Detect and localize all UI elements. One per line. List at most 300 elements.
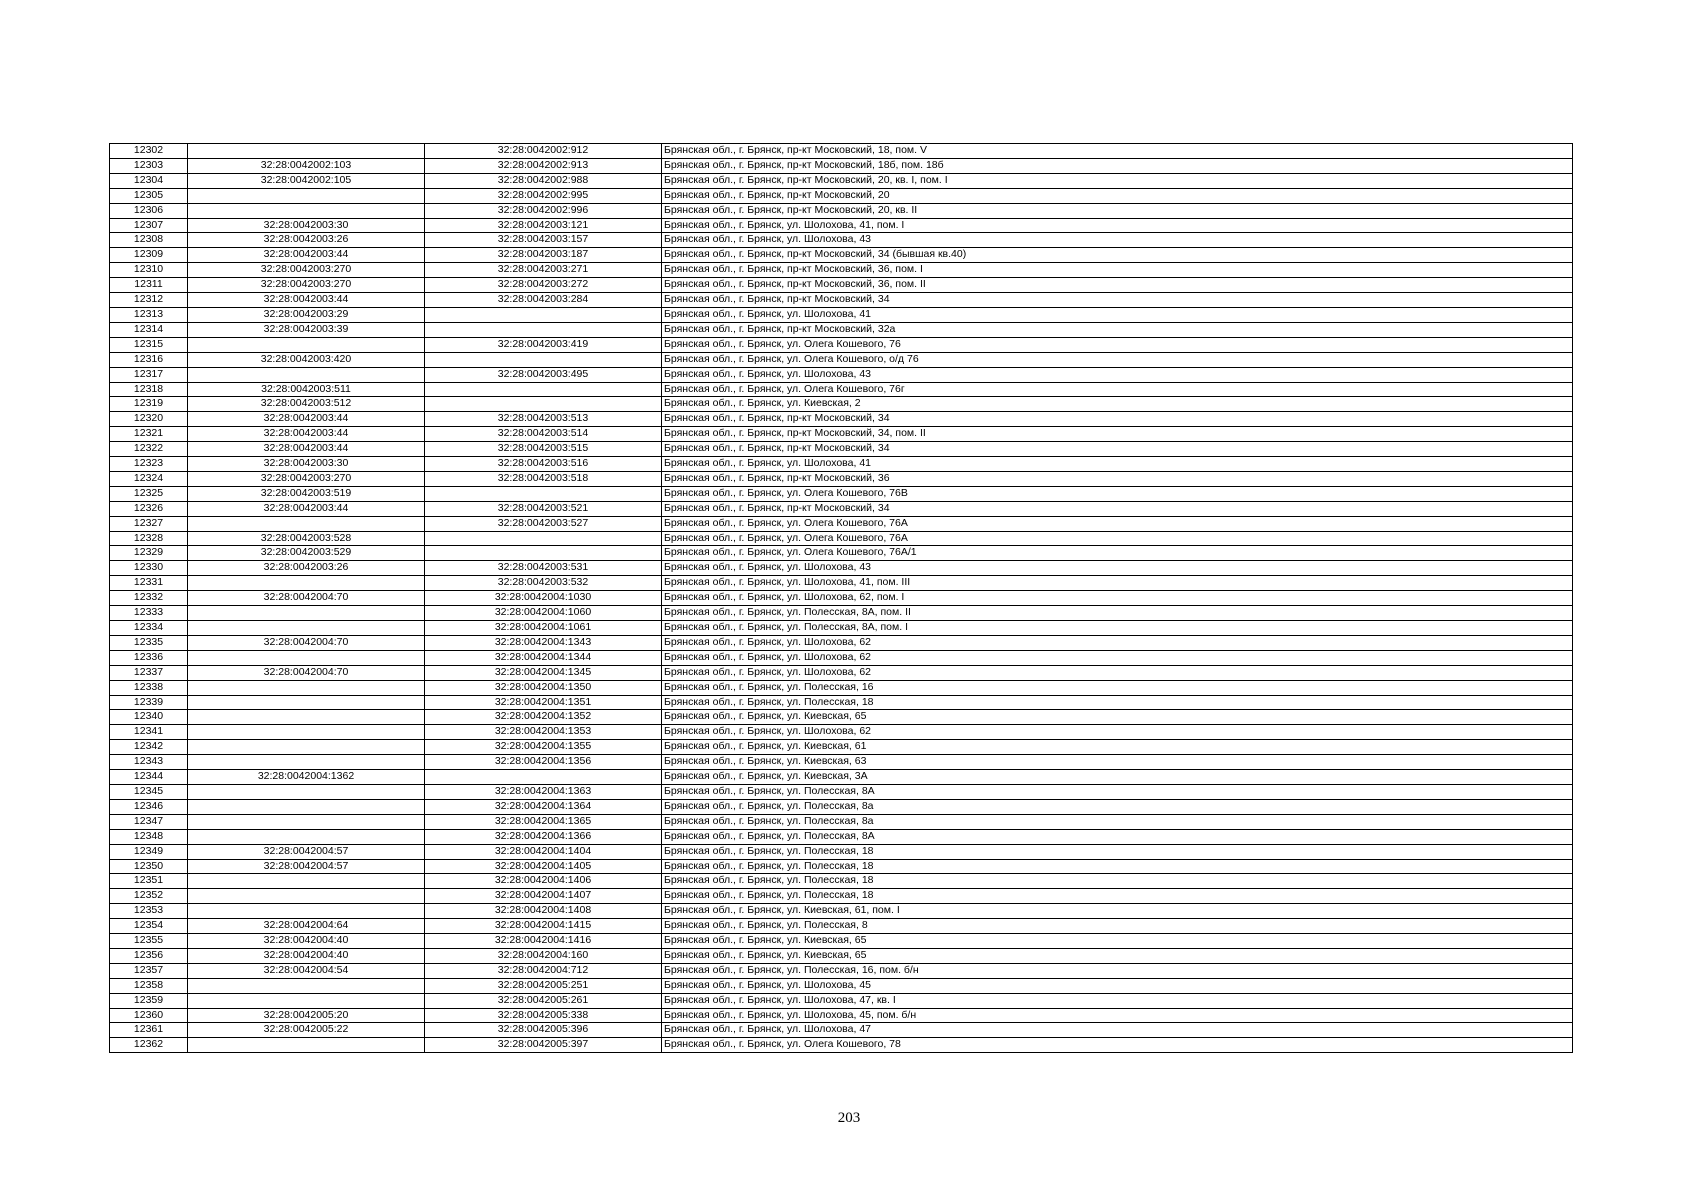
row-number-cell: 12343 xyxy=(110,755,188,770)
cadastral-number-cell: 32:28:0042004:1343 xyxy=(425,635,662,650)
table-row xyxy=(110,934,1573,949)
previous-cadastral-number-cell: 32:28:0042003:270 xyxy=(188,471,425,486)
cadastral-number-cell: 32:28:0042003:514 xyxy=(425,427,662,442)
table-row xyxy=(110,814,1573,829)
row-number-cell: 12342 xyxy=(110,740,188,755)
previous-cadastral-number-cell: 32:28:0042003:519 xyxy=(188,486,425,501)
row-number-cell: 12349 xyxy=(110,844,188,859)
cadastral-number-cell: 32:28:0042002:913 xyxy=(425,158,662,173)
row-number-cell: 12335 xyxy=(110,635,188,650)
address-cell: Брянская обл., г. Брянск, ул. Полесская, 8 xyxy=(662,919,1573,934)
table-row xyxy=(110,844,1573,859)
address-cell: Брянская обл., г. Брянск, ул. Олега Кошевого, 76В xyxy=(662,486,1573,501)
cadastral-number-cell: 32:28:0042003:271 xyxy=(425,263,662,278)
cadastral-number-cell: 32:28:0042002:996 xyxy=(425,203,662,218)
previous-cadastral-number-cell: 32:28:0042003:30 xyxy=(188,218,425,233)
address-cell: Брянская обл., г. Брянск, пр-кт Московский, 36, пом. II xyxy=(662,278,1573,293)
address-cell: Брянская обл., г. Брянск, пр-кт Московский, 34 (бывшая кв.40) xyxy=(662,248,1573,263)
previous-cadastral-number-cell xyxy=(188,144,425,159)
table-row xyxy=(110,963,1573,978)
address-cell: Брянская обл., г. Брянск, ул. Полесская, 16 xyxy=(662,680,1573,695)
previous-cadastral-number-cell: 32:28:0042004:54 xyxy=(188,963,425,978)
cadastral-number-cell: 32:28:0042003:516 xyxy=(425,457,662,472)
table-row xyxy=(110,680,1573,695)
records-table xyxy=(109,143,1573,1053)
row-number-cell: 12304 xyxy=(110,173,188,188)
cadastral-number-cell: 32:28:0042003:272 xyxy=(425,278,662,293)
address-cell: Брянская обл., г. Брянск, ул. Олега Кошевого, 76 xyxy=(662,337,1573,352)
address-cell: Брянская обл., г. Брянск, ул. Полесская, 8А xyxy=(662,784,1573,799)
table-row xyxy=(110,352,1573,367)
previous-cadastral-number-cell xyxy=(188,784,425,799)
previous-cadastral-number-cell xyxy=(188,755,425,770)
cadastral-number-cell: 32:28:0042002:912 xyxy=(425,144,662,159)
address-cell: Брянская обл., г. Брянск, пр-кт Московский, 20 xyxy=(662,188,1573,203)
table-row xyxy=(110,531,1573,546)
table-row xyxy=(110,755,1573,770)
table-row xyxy=(110,978,1573,993)
address-cell: Брянская обл., г. Брянск, ул. Шолохова, 47 xyxy=(662,1023,1573,1038)
address-cell: Брянская обл., г. Брянск, ул. Олега Кошевого, 76А xyxy=(662,516,1573,531)
table-row xyxy=(110,442,1573,457)
row-number-cell: 12329 xyxy=(110,546,188,561)
previous-cadastral-number-cell xyxy=(188,650,425,665)
row-number-cell: 12318 xyxy=(110,382,188,397)
table-row xyxy=(110,457,1573,472)
cadastral-number-cell: 32:28:0042005:396 xyxy=(425,1023,662,1038)
table-row xyxy=(110,919,1573,934)
address-cell: Брянская обл., г. Брянск, ул. Олега Кошевого, 76А/1 xyxy=(662,546,1573,561)
previous-cadastral-number-cell: 32:28:0042004:57 xyxy=(188,844,425,859)
address-cell: Брянская обл., г. Брянск, ул. Шолохова, 43 xyxy=(662,367,1573,382)
table-row xyxy=(110,307,1573,322)
address-cell: Брянская обл., г. Брянск, ул. Полесская, 18 xyxy=(662,844,1573,859)
cadastral-number-cell: 32:28:0042004:1345 xyxy=(425,665,662,680)
table-row xyxy=(110,248,1573,263)
cadastral-number-cell: 32:28:0042003:513 xyxy=(425,412,662,427)
row-number-cell: 12345 xyxy=(110,784,188,799)
table-row xyxy=(110,710,1573,725)
address-cell: Брянская обл., г. Брянск, ул. Шолохова, 45 xyxy=(662,978,1573,993)
previous-cadastral-number-cell: 32:28:0042003:44 xyxy=(188,442,425,457)
row-number-cell: 12305 xyxy=(110,188,188,203)
address-cell: Брянская обл., г. Брянск, ул. Киевская, 65 xyxy=(662,948,1573,963)
cadastral-number-cell: 32:28:0042004:1415 xyxy=(425,919,662,934)
row-number-cell: 12307 xyxy=(110,218,188,233)
cadastral-number-cell: 32:28:0042003:521 xyxy=(425,501,662,516)
cadastral-number-cell: 32:28:0042004:1061 xyxy=(425,621,662,636)
table-row xyxy=(110,948,1573,963)
previous-cadastral-number-cell xyxy=(188,904,425,919)
table-row xyxy=(110,263,1573,278)
address-cell: Брянская обл., г. Брянск, ул. Полесская, 8А xyxy=(662,829,1573,844)
table-row xyxy=(110,561,1573,576)
address-cell: Брянская обл., г. Брянск, ул. Полесская, 8А, пом. II xyxy=(662,606,1573,621)
previous-cadastral-number-cell xyxy=(188,889,425,904)
previous-cadastral-number-cell: 32:28:0042003:39 xyxy=(188,322,425,337)
previous-cadastral-number-cell: 32:28:0042003:44 xyxy=(188,427,425,442)
table-row xyxy=(110,829,1573,844)
row-number-cell: 12322 xyxy=(110,442,188,457)
table-row xyxy=(110,486,1573,501)
cadastral-number-cell: 32:28:0042003:419 xyxy=(425,337,662,352)
table-row xyxy=(110,606,1573,621)
row-number-cell: 12347 xyxy=(110,814,188,829)
address-cell: Брянская обл., г. Брянск, ул. Олега Кошевого, о/д 76 xyxy=(662,352,1573,367)
previous-cadastral-number-cell: 32:28:0042003:29 xyxy=(188,307,425,322)
cadastral-number-cell: 32:28:0042003:157 xyxy=(425,233,662,248)
row-number-cell: 12362 xyxy=(110,1038,188,1053)
table-row xyxy=(110,203,1573,218)
row-number-cell: 12319 xyxy=(110,397,188,412)
previous-cadastral-number-cell xyxy=(188,606,425,621)
table-row xyxy=(110,367,1573,382)
address-cell: Брянская обл., г. Брянск, пр-кт Московский, 34 xyxy=(662,293,1573,308)
previous-cadastral-number-cell: 32:28:0042002:105 xyxy=(188,173,425,188)
address-cell: Брянская обл., г. Брянск, ул. Шолохова, 41, пом. I xyxy=(662,218,1573,233)
address-cell: Брянская обл., г. Брянск, пр-кт Московский, 34 xyxy=(662,442,1573,457)
table-row xyxy=(110,382,1573,397)
previous-cadastral-number-cell xyxy=(188,337,425,352)
row-number-cell: 12352 xyxy=(110,889,188,904)
row-number-cell: 12359 xyxy=(110,993,188,1008)
cadastral-number-cell: 32:28:0042004:712 xyxy=(425,963,662,978)
address-cell: Брянская обл., г. Брянск, ул. Полесская, 8А, пом. I xyxy=(662,621,1573,636)
row-number-cell: 12338 xyxy=(110,680,188,695)
records-table-body xyxy=(110,144,1573,1053)
address-cell: Брянская обл., г. Брянск, ул. Шолохова, 45, пом. б/н xyxy=(662,1008,1573,1023)
cadastral-number-cell: 32:28:0042004:1416 xyxy=(425,934,662,949)
address-cell: Брянская обл., г. Брянск, ул. Полесская, 18 xyxy=(662,889,1573,904)
row-number-cell: 12353 xyxy=(110,904,188,919)
row-number-cell: 12317 xyxy=(110,367,188,382)
address-cell: Брянская обл., г. Брянск, пр-кт Московский, 32а xyxy=(662,322,1573,337)
cadastral-number-cell: 32:28:0042003:532 xyxy=(425,576,662,591)
table-row xyxy=(110,591,1573,606)
cadastral-number-cell: 32:28:0042004:1352 xyxy=(425,710,662,725)
cadastral-number-cell xyxy=(425,397,662,412)
row-number-cell: 12326 xyxy=(110,501,188,516)
previous-cadastral-number-cell: 32:28:0042004:64 xyxy=(188,919,425,934)
previous-cadastral-number-cell xyxy=(188,799,425,814)
previous-cadastral-number-cell: 32:28:0042003:30 xyxy=(188,457,425,472)
row-number-cell: 12354 xyxy=(110,919,188,934)
cadastral-number-cell: 32:28:0042002:995 xyxy=(425,188,662,203)
cadastral-number-cell: 32:28:0042004:1364 xyxy=(425,799,662,814)
address-cell: Брянская обл., г. Брянск, ул. Олега Кошевого, 76А xyxy=(662,531,1573,546)
previous-cadastral-number-cell: 32:28:0042003:420 xyxy=(188,352,425,367)
address-cell: Брянская обл., г. Брянск, пр-кт Московский, 34, пом. II xyxy=(662,427,1573,442)
address-cell: Брянская обл., г. Брянск, ул. Шолохова, 62 xyxy=(662,725,1573,740)
row-number-cell: 12351 xyxy=(110,874,188,889)
cadastral-number-cell: 32:28:0042004:160 xyxy=(425,948,662,963)
cadastral-number-cell: 32:28:0042005:338 xyxy=(425,1008,662,1023)
table-row xyxy=(110,695,1573,710)
address-cell: Брянская обл., г. Брянск, ул. Киевская, 61 xyxy=(662,740,1573,755)
cadastral-number-cell: 32:28:0042004:1344 xyxy=(425,650,662,665)
address-cell: Брянская обл., г. Брянск, ул. Полесская, 18 xyxy=(662,874,1573,889)
row-number-cell: 12315 xyxy=(110,337,188,352)
previous-cadastral-number-cell: 32:28:0042003:44 xyxy=(188,412,425,427)
previous-cadastral-number-cell xyxy=(188,978,425,993)
table-row xyxy=(110,635,1573,650)
row-number-cell: 12332 xyxy=(110,591,188,606)
address-cell: Брянская обл., г. Брянск, ул. Олега Кошевого, 76г xyxy=(662,382,1573,397)
table-row xyxy=(110,1023,1573,1038)
address-cell: Брянская обл., г. Брянск, пр-кт Московский, 20, кв. II xyxy=(662,203,1573,218)
row-number-cell: 12303 xyxy=(110,158,188,173)
cadastral-number-cell: 32:28:0042004:1406 xyxy=(425,874,662,889)
address-cell: Брянская обл., г. Брянск, ул. Шолохова, 41 xyxy=(662,307,1573,322)
previous-cadastral-number-cell: 32:28:0042005:20 xyxy=(188,1008,425,1023)
address-cell: Брянская обл., г. Брянск, ул. Шолохова, 43 xyxy=(662,233,1573,248)
row-number-cell: 12361 xyxy=(110,1023,188,1038)
table-row xyxy=(110,501,1573,516)
row-number-cell: 12331 xyxy=(110,576,188,591)
cadastral-number-cell: 32:28:0042004:1353 xyxy=(425,725,662,740)
table-row xyxy=(110,993,1573,1008)
row-number-cell: 12356 xyxy=(110,948,188,963)
table-row xyxy=(110,874,1573,889)
table-row xyxy=(110,621,1573,636)
previous-cadastral-number-cell: 32:28:0042003:26 xyxy=(188,561,425,576)
row-number-cell: 12348 xyxy=(110,829,188,844)
cadastral-number-cell: 32:28:0042003:515 xyxy=(425,442,662,457)
previous-cadastral-number-cell: 32:28:0042003:44 xyxy=(188,248,425,263)
table-row xyxy=(110,337,1573,352)
previous-cadastral-number-cell: 32:28:0042004:70 xyxy=(188,591,425,606)
address-cell: Брянская обл., г. Брянск, пр-кт Московский, 20, кв. I, пом. I xyxy=(662,173,1573,188)
table-row xyxy=(110,784,1573,799)
row-number-cell: 12333 xyxy=(110,606,188,621)
previous-cadastral-number-cell: 32:28:0042003:511 xyxy=(188,382,425,397)
address-cell: Брянская обл., г. Брянск, ул. Шолохова, 41, пом. III xyxy=(662,576,1573,591)
cadastral-number-cell: 32:28:0042004:1408 xyxy=(425,904,662,919)
row-number-cell: 12314 xyxy=(110,322,188,337)
address-cell: Брянская обл., г. Брянск, ул. Шолохова, 62 xyxy=(662,635,1573,650)
address-cell: Брянская обл., г. Брянск, пр-кт Московский, 36 xyxy=(662,471,1573,486)
row-number-cell: 12328 xyxy=(110,531,188,546)
address-cell: Брянская обл., г. Брянск, ул. Шолохова, 62, пом. I xyxy=(662,591,1573,606)
table-row xyxy=(110,233,1573,248)
previous-cadastral-number-cell: 32:28:0042003:44 xyxy=(188,293,425,308)
cadastral-number-cell: 32:28:0042004:1365 xyxy=(425,814,662,829)
cadastral-number-cell: 32:28:0042004:1030 xyxy=(425,591,662,606)
previous-cadastral-number-cell xyxy=(188,680,425,695)
cadastral-number-cell: 32:28:0042004:1351 xyxy=(425,695,662,710)
table-row xyxy=(110,799,1573,814)
cadastral-number-cell xyxy=(425,382,662,397)
previous-cadastral-number-cell: 32:28:0042004:70 xyxy=(188,665,425,680)
previous-cadastral-number-cell xyxy=(188,576,425,591)
previous-cadastral-number-cell xyxy=(188,874,425,889)
previous-cadastral-number-cell: 32:28:0042003:26 xyxy=(188,233,425,248)
previous-cadastral-number-cell: 32:28:0042004:40 xyxy=(188,948,425,963)
address-cell: Брянская обл., г. Брянск, ул. Шолохова, 41 xyxy=(662,457,1573,472)
row-number-cell: 12311 xyxy=(110,278,188,293)
address-cell: Брянская обл., г. Брянск, ул. Киевская, 65 xyxy=(662,934,1573,949)
row-number-cell: 12316 xyxy=(110,352,188,367)
address-cell: Брянская обл., г. Брянск, пр-кт Московский, 18б, пом. 18б xyxy=(662,158,1573,173)
previous-cadastral-number-cell: 32:28:0042003:529 xyxy=(188,546,425,561)
previous-cadastral-number-cell: 32:28:0042004:57 xyxy=(188,859,425,874)
table-row xyxy=(110,144,1573,159)
table-row xyxy=(110,278,1573,293)
table-row xyxy=(110,859,1573,874)
row-number-cell: 12330 xyxy=(110,561,188,576)
table-row xyxy=(110,904,1573,919)
table-row xyxy=(110,427,1573,442)
address-cell: Брянская обл., г. Брянск, ул. Шолохова, 62 xyxy=(662,650,1573,665)
address-cell: Брянская обл., г. Брянск, ул. Полесская, 8а xyxy=(662,799,1573,814)
row-number-cell: 12341 xyxy=(110,725,188,740)
previous-cadastral-number-cell: 32:28:0042004:40 xyxy=(188,934,425,949)
cadastral-number-cell: 32:28:0042003:531 xyxy=(425,561,662,576)
cadastral-number-cell: 32:28:0042005:251 xyxy=(425,978,662,993)
previous-cadastral-number-cell xyxy=(188,695,425,710)
cadastral-number-cell: 32:28:0042003:284 xyxy=(425,293,662,308)
address-cell: Брянская обл., г. Брянск, ул. Шолохова, 47, кв. I xyxy=(662,993,1573,1008)
row-number-cell: 12320 xyxy=(110,412,188,427)
cadastral-number-cell: 32:28:0042004:1363 xyxy=(425,784,662,799)
row-number-cell: 12313 xyxy=(110,307,188,322)
address-cell: Брянская обл., г. Брянск, пр-кт Московский, 36, пом. I xyxy=(662,263,1573,278)
previous-cadastral-number-cell: 32:28:0042003:512 xyxy=(188,397,425,412)
row-number-cell: 12325 xyxy=(110,486,188,501)
address-cell: Брянская обл., г. Брянск, ул. Олега Кошевого, 78 xyxy=(662,1038,1573,1053)
row-number-cell: 12327 xyxy=(110,516,188,531)
address-cell: Брянская обл., г. Брянск, ул. Киевская, 63 xyxy=(662,755,1573,770)
previous-cadastral-number-cell xyxy=(188,740,425,755)
cadastral-number-cell xyxy=(425,770,662,785)
previous-cadastral-number-cell: 32:28:0042004:70 xyxy=(188,635,425,650)
row-number-cell: 12324 xyxy=(110,471,188,486)
previous-cadastral-number-cell: 32:28:0042003:270 xyxy=(188,278,425,293)
cadastral-number-cell: 32:28:0042005:261 xyxy=(425,993,662,1008)
cadastral-number-cell: 32:28:0042003:518 xyxy=(425,471,662,486)
row-number-cell: 12336 xyxy=(110,650,188,665)
row-number-cell: 12344 xyxy=(110,770,188,785)
table-row xyxy=(110,516,1573,531)
previous-cadastral-number-cell: 32:28:0042002:103 xyxy=(188,158,425,173)
table-row xyxy=(110,173,1573,188)
address-cell: Брянская обл., г. Брянск, ул. Шолохова, 43 xyxy=(662,561,1573,576)
table-row xyxy=(110,188,1573,203)
row-number-cell: 12302 xyxy=(110,144,188,159)
previous-cadastral-number-cell xyxy=(188,725,425,740)
table-row xyxy=(110,322,1573,337)
row-number-cell: 12323 xyxy=(110,457,188,472)
previous-cadastral-number-cell xyxy=(188,710,425,725)
table-row xyxy=(110,740,1573,755)
cadastral-number-cell: 32:28:0042004:1060 xyxy=(425,606,662,621)
previous-cadastral-number-cell xyxy=(188,621,425,636)
address-cell: Брянская обл., г. Брянск, ул. Киевская, 2 xyxy=(662,397,1573,412)
table-row xyxy=(110,650,1573,665)
row-number-cell: 12306 xyxy=(110,203,188,218)
address-cell: Брянская обл., г. Брянск, ул. Киевская, 3А xyxy=(662,770,1573,785)
table-row xyxy=(110,889,1573,904)
previous-cadastral-number-cell xyxy=(188,1038,425,1053)
address-cell: Брянская обл., г. Брянск, ул. Полесская, 16, пом. б/н xyxy=(662,963,1573,978)
cadastral-number-cell: 32:28:0042004:1355 xyxy=(425,740,662,755)
address-cell: Брянская обл., г. Брянск, ул. Киевская, 61, пом. I xyxy=(662,904,1573,919)
cadastral-number-cell xyxy=(425,322,662,337)
row-number-cell: 12308 xyxy=(110,233,188,248)
previous-cadastral-number-cell xyxy=(188,367,425,382)
cadastral-number-cell: 32:28:0042004:1407 xyxy=(425,889,662,904)
previous-cadastral-number-cell xyxy=(188,203,425,218)
previous-cadastral-number-cell xyxy=(188,516,425,531)
cadastral-number-cell xyxy=(425,531,662,546)
cadastral-number-cell: 32:28:0042003:187 xyxy=(425,248,662,263)
row-number-cell: 12337 xyxy=(110,665,188,680)
table-row xyxy=(110,576,1573,591)
address-cell: Брянская обл., г. Брянск, ул. Полесская, 18 xyxy=(662,695,1573,710)
table-row xyxy=(110,293,1573,308)
row-number-cell: 12334 xyxy=(110,621,188,636)
cadastral-number-cell: 32:28:0042003:527 xyxy=(425,516,662,531)
cadastral-number-cell: 32:28:0042004:1405 xyxy=(425,859,662,874)
cadastral-number-cell xyxy=(425,486,662,501)
table-row xyxy=(110,158,1573,173)
row-number-cell: 12358 xyxy=(110,978,188,993)
previous-cadastral-number-cell: 32:28:0042003:44 xyxy=(188,501,425,516)
address-cell: Брянская обл., г. Брянск, пр-кт Московский, 18, пом. V xyxy=(662,144,1573,159)
previous-cadastral-number-cell xyxy=(188,829,425,844)
table-row xyxy=(110,1038,1573,1053)
cadastral-number-cell: 32:28:0042004:1404 xyxy=(425,844,662,859)
row-number-cell: 12310 xyxy=(110,263,188,278)
table-row xyxy=(110,471,1573,486)
address-cell: Брянская обл., г. Брянск, ул. Киевская, 65 xyxy=(662,710,1573,725)
previous-cadastral-number-cell: 32:28:0042003:270 xyxy=(188,263,425,278)
cadastral-number-cell: 32:28:0042004:1366 xyxy=(425,829,662,844)
address-cell: Брянская обл., г. Брянск, ул. Шолохова, 62 xyxy=(662,665,1573,680)
cadastral-number-cell: 32:28:0042002:988 xyxy=(425,173,662,188)
address-cell: Брянская обл., г. Брянск, ул. Полесская, 8а xyxy=(662,814,1573,829)
row-number-cell: 12321 xyxy=(110,427,188,442)
address-cell: Брянская обл., г. Брянск, ул. Полесская, 18 xyxy=(662,859,1573,874)
table-row xyxy=(110,218,1573,233)
cadastral-number-cell xyxy=(425,307,662,322)
row-number-cell: 12360 xyxy=(110,1008,188,1023)
table-row xyxy=(110,1008,1573,1023)
previous-cadastral-number-cell xyxy=(188,188,425,203)
table-row xyxy=(110,725,1573,740)
previous-cadastral-number-cell xyxy=(188,814,425,829)
previous-cadastral-number-cell: 32:28:0042004:1362 xyxy=(188,770,425,785)
row-number-cell: 12355 xyxy=(110,934,188,949)
row-number-cell: 12309 xyxy=(110,248,188,263)
table-row xyxy=(110,546,1573,561)
address-cell: Брянская обл., г. Брянск, пр-кт Московский, 34 xyxy=(662,501,1573,516)
cadastral-number-cell: 32:28:0042004:1356 xyxy=(425,755,662,770)
row-number-cell: 12312 xyxy=(110,293,188,308)
cadastral-number-cell xyxy=(425,352,662,367)
cadastral-number-cell: 32:28:0042005:397 xyxy=(425,1038,662,1053)
row-number-cell: 12350 xyxy=(110,859,188,874)
previous-cadastral-number-cell: 32:28:0042005:22 xyxy=(188,1023,425,1038)
page-number: 203 xyxy=(837,1110,861,1126)
previous-cadastral-number-cell: 32:28:0042003:528 xyxy=(188,531,425,546)
row-number-cell: 12340 xyxy=(110,710,188,725)
cadastral-number-cell: 32:28:0042003:495 xyxy=(425,367,662,382)
row-number-cell: 12339 xyxy=(110,695,188,710)
table-row xyxy=(110,665,1573,680)
table-row xyxy=(110,412,1573,427)
previous-cadastral-number-cell xyxy=(188,993,425,1008)
